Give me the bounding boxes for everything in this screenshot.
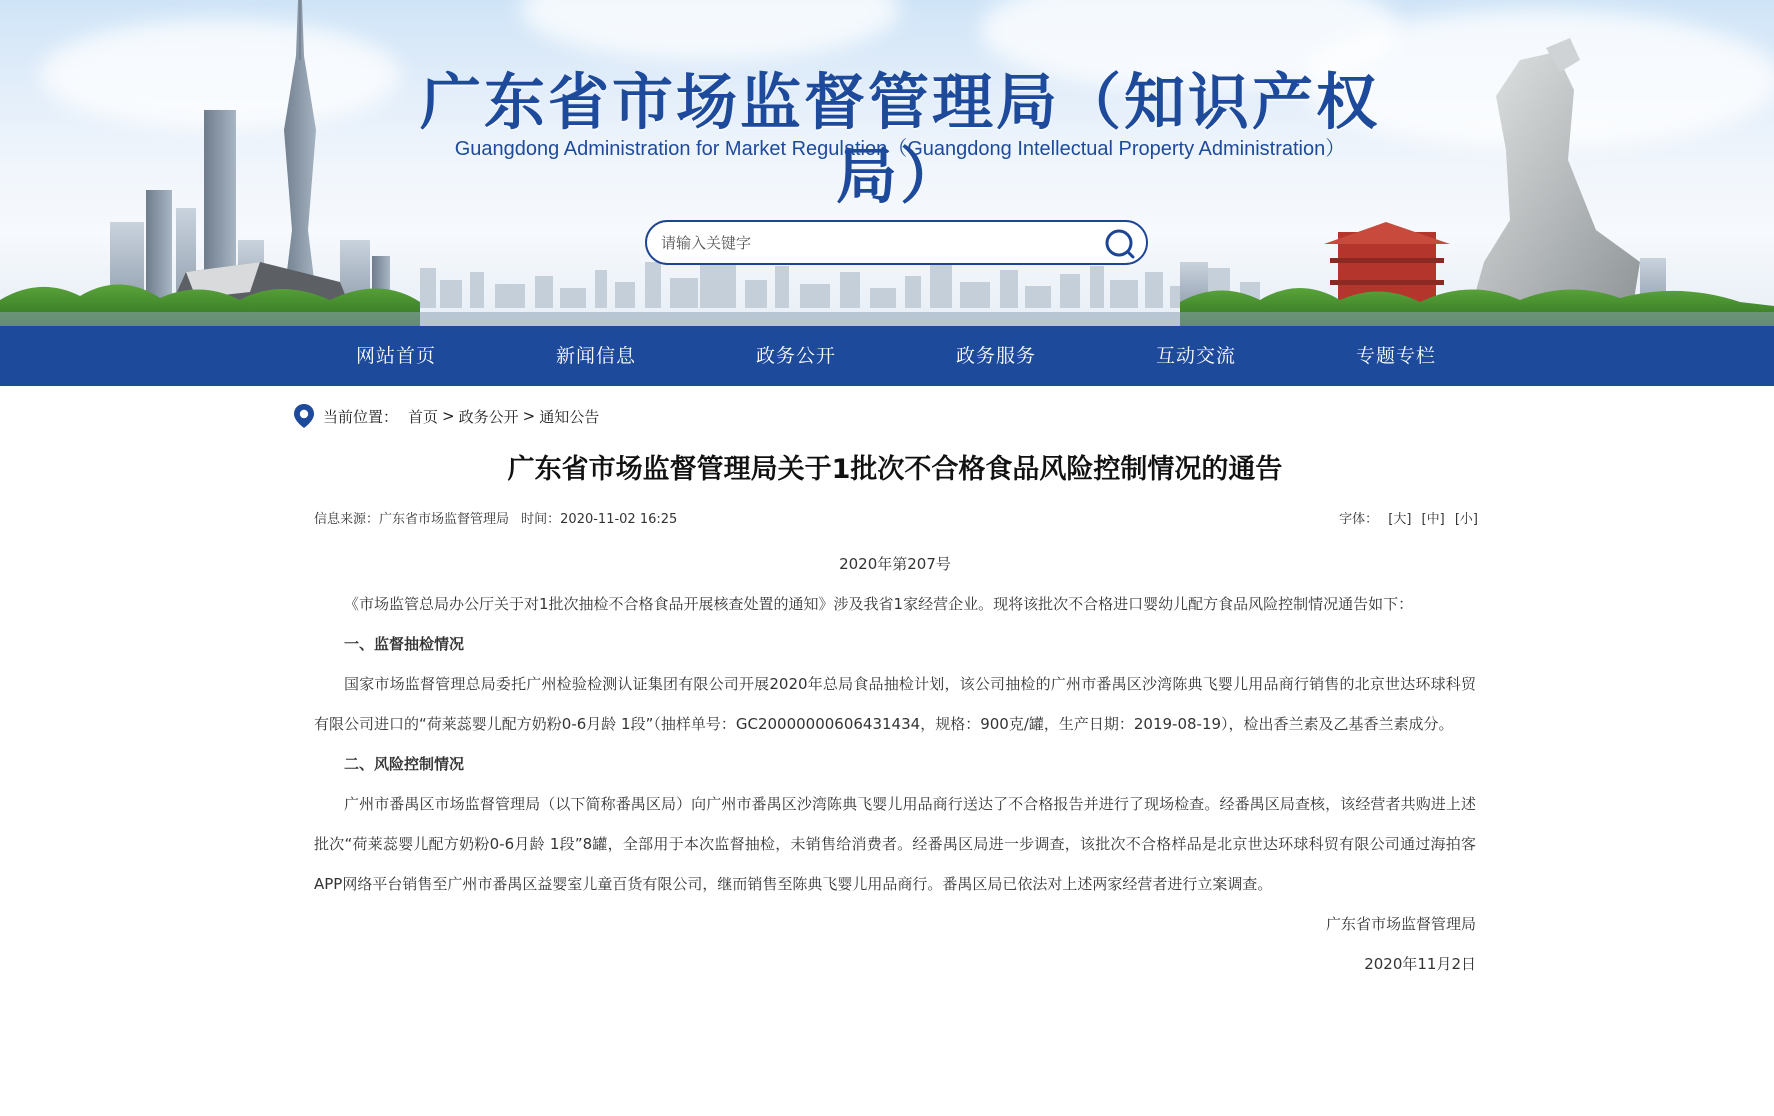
- breadcrumb-separator: >: [522, 407, 536, 425]
- section-heading: 二、风险控制情况: [344, 755, 465, 773]
- search-box: [645, 220, 1148, 265]
- article-paragraph: 《市场监管总局办公厅关于对1批次抽检不合格食品开展核查处置的通知》涉及我省1家经营企业。现将该批次不合格进口婴幼儿配方食品风险控制情况通告如下：: [344, 595, 1414, 613]
- site-title: 广东省市场监督管理局（知识产权局）: [419, 67, 1380, 212]
- font-size-label: 字体：: [1339, 512, 1379, 527]
- article-time: 时间：2020-11-02 16:25: [521, 512, 678, 527]
- article-paragraph: 广州市番禺区市场监督管理局（以下简称番禺区局）向广州市番禺区沙湾陈典飞婴儿用品商行送达了不合格报告并进行了现场检查。经番禺区局查核，该经营者共购进上述批次“荷莱蕊婴儿配方奶粉0-6月龄 1段”8罐，全部用于本次监督抽检，未销售给消费者。经番禺区局进一步调查，该批次不合格样品是北京世达环球科贸有限公司通过海拍客APP网络平台销售至广州市番禺区益婴室儿童百货有限公司，继而销售至陈典飞婴儿用品商行。番禺区局已依法对上述两家经营者进行立案调查。: [314, 795, 1476, 893]
- font-size-medium-link[interactable]: [中]: [1421, 512, 1445, 527]
- font-size-switcher: [1339, 511, 1478, 529]
- breadcrumb-label: 当前位置：: [323, 407, 399, 426]
- nav-item-interaction[interactable]: 互动交流: [1155, 345, 1236, 367]
- header-banner: [0, 0, 1774, 326]
- font-size-small-link[interactable]: [小]: [1454, 512, 1478, 527]
- search-input[interactable]: [661, 229, 1081, 257]
- breadcrumb-home-link[interactable]: 首页: [408, 407, 439, 426]
- nav-item-special-topics[interactable]: 专题专栏: [1355, 345, 1436, 367]
- article-meta: [314, 511, 685, 529]
- font-size-large-link[interactable]: [大]: [1388, 512, 1412, 527]
- breadcrumb-government-affairs-link[interactable]: 政务公开: [458, 407, 519, 426]
- article-signature: 广东省市场监督管理局: [1325, 915, 1476, 933]
- search-icon[interactable]: [1104, 228, 1136, 260]
- document-number: 2020年第207号: [839, 555, 951, 573]
- nav-item-government-services[interactable]: 政务服务: [955, 345, 1036, 367]
- article-title: 广东省市场监督管理局关于1批次不合格食品风险控制情况的通告: [507, 454, 1283, 485]
- location-pin-icon: [293, 403, 315, 429]
- breadcrumb: [293, 403, 599, 429]
- article-date: 2020年11月2日: [1364, 955, 1476, 973]
- main-nav: [0, 326, 1774, 386]
- article-paragraph: 国家市场监督管理总局委托广州检验检测认证集团有限公司开展2020年总局食品抽检计划，该公司抽检的广州市番禺区沙湾陈典飞婴儿用品商行销售的北京世达环球科贸有限公司进口的“荷莱蕊婴儿配方奶粉0-6月龄 1段”（抽样单号：GC20000000606431434，规格：900克/罐，生产日期：2019-08-19），检出香兰素及乙基香兰素成分。: [314, 675, 1476, 733]
- article-source: 信息来源：广东省市场监督管理局: [314, 512, 510, 527]
- nav-item-news[interactable]: 新闻信息: [555, 345, 636, 367]
- breadcrumb-notices-link[interactable]: 通知公告: [539, 407, 600, 426]
- site-subtitle: Guangdong Administration for Market Regulation（Guangdong Intellectual Property Administration）: [454, 138, 1346, 160]
- nav-item-home[interactable]: 网站首页: [355, 345, 436, 367]
- nav-item-government-affairs[interactable]: 政务公开: [755, 345, 836, 367]
- breadcrumb-separator: >: [442, 407, 455, 425]
- article-body: [314, 544, 1476, 984]
- section-heading: 一、监督抽检情况: [344, 635, 465, 653]
